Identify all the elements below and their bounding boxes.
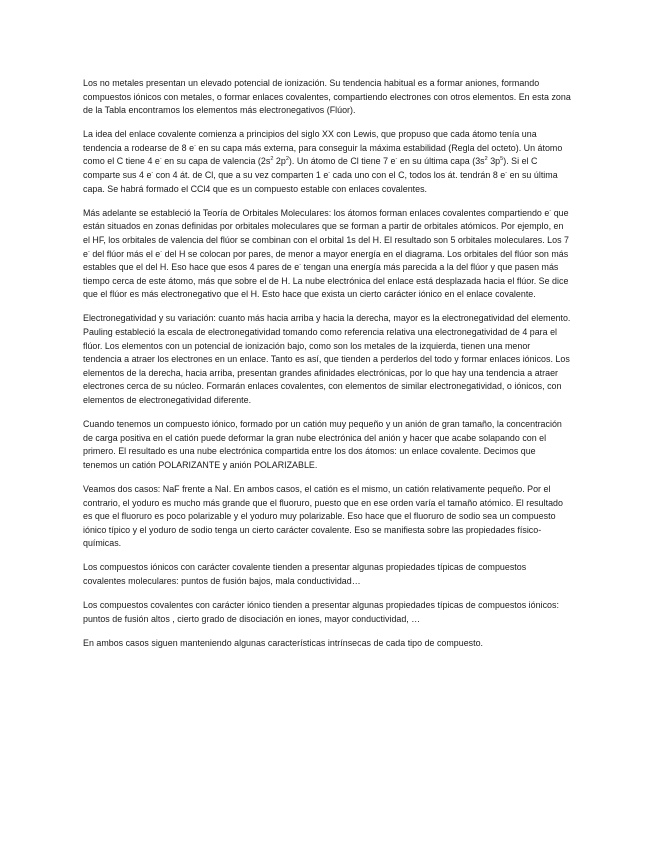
- paragraph-7: [83, 561, 571, 588]
- paragraph-2: [83, 128, 571, 196]
- text-run: ). Si el C comparte sus 4 e: [83, 156, 538, 181]
- superscript: -: [395, 156, 398, 163]
- superscript: -: [549, 207, 552, 214]
- text-run: En ambos casos siguen manteniendo algunas características intrínsecas de cada tipo de compuesto.: [83, 637, 484, 648]
- text-run: 2p: [273, 156, 286, 167]
- text-run: Veamos dos casos: NaF frente a NaI. En ambos casos, el catión es el mismo, un catión relativamente pequeño. Por el contrario, el yoduro es mucho más grande que el fluoruro, puesto que en ese orden varía el tamaño atómico. El resultado es que el fluoruro es poco polarizable y el yoduro muy polarizable. Eso hace que el fluoruro de sodio sea un compuesto iónico típico y el yoduro de sodio tenga un cierto carácter covalente. Eso se manifiesta sobre las propiedades físico-químicas.: [83, 483, 563, 549]
- paragraph-6: [83, 483, 571, 551]
- superscript: -: [194, 142, 196, 149]
- superscript: -: [299, 262, 302, 269]
- text-run: Los no metales presentan un elevado potencial de ionización. Su tendencia habitual es a formar aniones, formando compuestos iónicos con metales, o formar enlaces covalentes, compartiendo electrones con otros elementos. En esta zona de la Tabla encontramos los elementos más electronegativos (Flúor).: [83, 78, 571, 116]
- superscript: -: [151, 170, 154, 177]
- text-run: con 4 át. de Cl, que a su vez comparten 1 e: [153, 170, 329, 181]
- text-run: en su última capa. Se habrá formado el CCl4 que es un compuesto estable con enlaces covalentes.: [83, 170, 558, 194]
- document-body: [83, 77, 571, 661]
- paragraph-5: [83, 418, 571, 472]
- superscript: -: [159, 156, 162, 163]
- text-run: en su última capa (3s: [397, 156, 485, 167]
- text-run: que están situados en zonas definidas por orbitales moleculares que se forman a partir de orbitales atómicos. Por ejemplo, en el HF, los orbitales de valencia del flúor se combinan con el orbital 1s del H. El resultado son 5 orbitales moleculares. Los 7 e: [83, 207, 569, 259]
- superscript: 2: [285, 156, 289, 163]
- text-run: del H se colocan por pares, de menor a mayor energía en el diagrama. Los orbitales del flúor son más estables que el del H. Eso hace que esos 4 pares de e: [83, 248, 569, 273]
- superscript: -: [328, 170, 331, 177]
- text-run: Electronegatividad y su variación: cuanto más hacia arriba y hacia la derecha, mayor es la electronegatividad del elemento. Pauling estableció la escala de electronegatividad tomando como referencia relativa una electronegatividad de 4 para el flúor. Los elementos con un potencial de ionización bajo, como son los metales de la izquierda, tienen una menor tendencia a atraer los electrones en un enlace. Tanto es así, que tienden a perderlos del todo y formar enlaces iónicos. Los elementos de la derecha, hacia arriba, presentan grandes afinidades electrónicas, por lo que hay una tendencia a atraer electrones cerca de su núcleo. Formarán enlaces covalentes, con elementos de similar electronegatividad, o iónicos, con elementos de electronegatividad diferente.: [83, 313, 571, 405]
- text-run: ). Un átomo de Cl tiene 7 e: [288, 156, 396, 167]
- text-run: Los compuestos iónicos con carácter covalente tienden a presentar algunas propiedades típicas de compuestos covalentes moleculares: puntos de fusión bajos, mala conductividad…: [83, 562, 527, 586]
- paragraph-8: [83, 599, 571, 626]
- paragraph-1: [83, 77, 571, 118]
- superscript: -: [505, 170, 508, 177]
- text-run: La idea del enlace covalente comienza a principios del siglo XX con Lewis, que propuso que cada átomo tenía una tendencia a rodearse de 8 e: [83, 129, 537, 153]
- text-run: en su capa de valencia (2s: [161, 156, 271, 167]
- text-run: Más adelante se estableció la Teoría de Orbitales Moleculares: los átomos forman enlaces covalentes compartiendo e: [83, 207, 550, 218]
- text-run: Cuando tenemos un compuesto iónico, formado por un catión muy pequeño y un anión de gran tamaño, la concentración de carga positiva en el catión puede deformar la gran nube electrónica del anión y hacer que acabe solapando con el primero. El resultado es una nube electrónica compartida entre los dos átomos: un enlace covalente. Decimos que tenemos un catión POLARIZANTE y anión POLARIZABLE.: [83, 419, 562, 470]
- text-run: en su capa más externa, para conseguir la máxima estabilidad (Regla del octeto). Un átomo como el C tiene 4 e: [83, 142, 563, 167]
- paragraph-3: [83, 207, 571, 302]
- superscript: 5: [500, 156, 504, 163]
- paragraph-9: [83, 637, 571, 651]
- text-run: del flúor más el e: [89, 248, 161, 259]
- superscript: 2: [484, 156, 488, 163]
- text-run: cada uno con el C, todos los át. tendrán 8 e: [330, 170, 506, 181]
- text-run: tengan una energía más parecida a la del flúor y que pasen más tiempo cerca de este átomo, más que sobre el de H. La nube electrónica del enlace está desplazada hacia el flúor. Se dice que el flúor es más electronegativo que el H. Esto hace que exista un cierto carácter iónico en el enlace covalente.: [83, 262, 569, 300]
- superscript: -: [160, 248, 163, 255]
- text-run: 3p: [487, 156, 501, 167]
- text-run: Los compuestos covalentes con carácter iónico tienden a presentar algunas propiedades típicas de compuestos iónicos: puntos de fusión altos , cierto grado de disociación en iones, mayor conductividad, …: [83, 600, 559, 624]
- superscript: -: [87, 248, 90, 255]
- paragraph-4: [83, 312, 571, 407]
- superscript: 2: [270, 156, 274, 163]
